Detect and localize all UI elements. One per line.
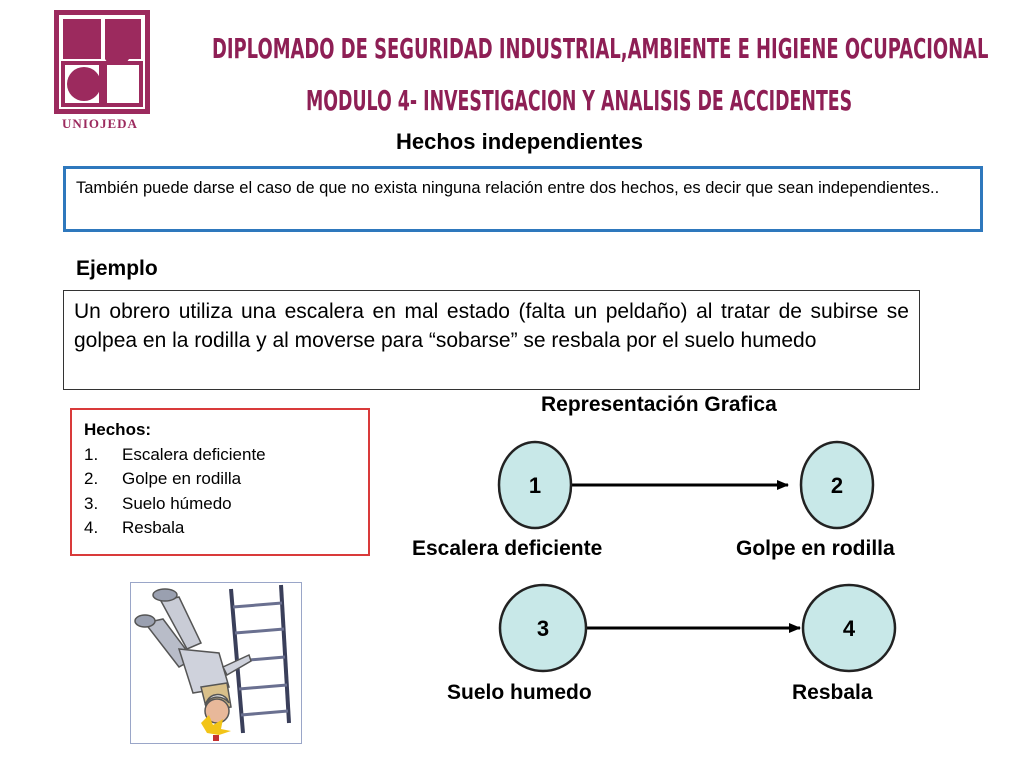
facts-box — [70, 408, 370, 556]
node-3 — [500, 585, 586, 671]
node-4-label: Resbala — [792, 681, 873, 704]
falling-worker-icon — [131, 583, 301, 743]
node-4-id: 4 — [842, 616, 856, 641]
graph-title: Representación Grafica — [541, 393, 777, 416]
list-item — [84, 516, 358, 541]
list-item-text: Suelo húmedo — [122, 493, 232, 513]
section-title: Hechos independientes — [396, 129, 643, 154]
node-3-id: 3 — [536, 616, 550, 641]
node-2-id: 2 — [830, 473, 844, 498]
list-item — [84, 492, 358, 517]
falling-worker-illustration — [130, 582, 302, 744]
node-1 — [499, 442, 571, 528]
facts-list — [84, 443, 358, 541]
header-title-line2: MODULO 4- INVESTIGACION Y ANALISIS DE ACCIDENTES — [306, 84, 853, 117]
list-item — [84, 467, 358, 492]
list-item-number: 2. — [84, 469, 99, 488]
list-item — [84, 443, 358, 468]
facts-title: Hechos: — [84, 420, 152, 439]
node-3-label: Suelo humedo — [447, 681, 592, 704]
list-item-number: 3. — [84, 493, 99, 513]
header-title-line1: DIPLOMADO DE SEGURIDAD INDUSTRIAL,AMBIENTE E HIGIENE OCUPACIONAL — [212, 32, 989, 65]
example-text: Un obrero utiliza una escalera en mal estado (falta un peldaño) al tratar de subirse se golpea en la rodilla y al moverse para “sobarse” se resbala por el suelo humedo — [74, 300, 909, 352]
node-2 — [801, 442, 873, 528]
intro-box — [63, 166, 983, 232]
node-1-label: Escalera deficiente — [412, 537, 603, 560]
example-box — [63, 290, 920, 390]
list-item-number: 1. — [84, 444, 99, 464]
list-item-text: Escalera deficiente — [122, 444, 266, 464]
uniojeda-logo — [54, 10, 150, 114]
list-item-text: Golpe en rodilla — [122, 469, 242, 488]
list-item-number: 4. — [84, 518, 99, 537]
logo-text: UNIOJEDA — [62, 116, 138, 131]
node-1-id: 1 — [528, 473, 542, 498]
list-item-text: Resbala — [122, 518, 185, 537]
intro-text: También puede darse el caso de que no exista ninguna relación entre dos hechos, es decir que sean independientes.. — [76, 179, 940, 197]
node-4 — [803, 585, 895, 671]
example-label: Ejemplo — [76, 257, 158, 280]
node-2-label: Golpe en rodilla — [736, 537, 895, 560]
